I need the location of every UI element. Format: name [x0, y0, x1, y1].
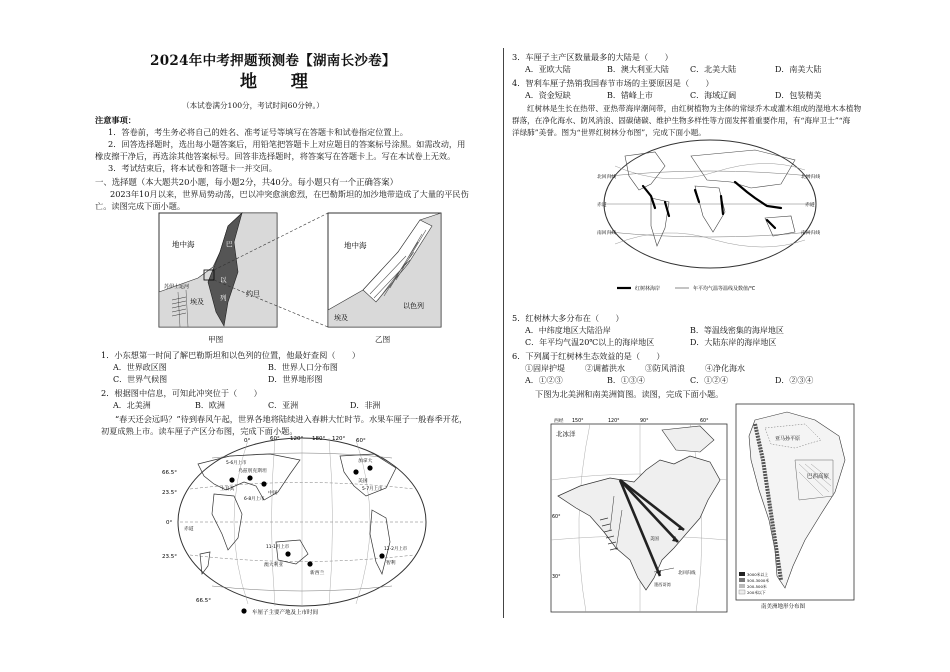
canal-label: 苏伊士运河 — [164, 284, 190, 290]
option[interactable]: D．大陆东岸的海岸地区 — [690, 338, 777, 347]
legend-isotherm: 年平均气温等温线及数值/℃ — [693, 286, 756, 292]
map-caption: 南美洲地形分布图 — [761, 604, 806, 610]
lon-label: 西经 — [554, 419, 564, 424]
lat-label: 30° — [552, 575, 561, 580]
option[interactable]: A．①②③ — [525, 376, 563, 385]
place-label: 土耳其 — [220, 487, 235, 492]
time-label: 5-7月上市 — [362, 487, 383, 492]
option[interactable]: B．错峰上市 — [607, 91, 653, 100]
lon-label: 0° — [244, 438, 251, 444]
sub-item: ①固岸护堤 — [525, 364, 565, 373]
score-note: （本试卷满分100分，考试时间60分钟。） — [182, 101, 324, 110]
legend-cherry-icon — [241, 608, 246, 613]
question-1: 1．小东想第一时间了解巴勒斯坦和以色列的位置，他最好查阅（ ） — [101, 350, 361, 360]
option[interactable]: A．资金短缺 — [525, 91, 571, 100]
notice-item: 1．答卷前，考生务必将自己的姓名、准考证号等填写在答题卡和试卷指定位置上。 — [108, 127, 408, 137]
time-label: 12-2月上市 — [384, 547, 408, 552]
place-label: 新西兰 — [310, 571, 325, 576]
mangrove-world-map — [595, 136, 825, 304]
option[interactable]: B．澳大利亚大陆 — [607, 65, 669, 74]
lat-line-label: 北回归线 — [597, 175, 617, 180]
subject-title: 地 理 — [240, 72, 322, 92]
jordan-label: 约旦 — [246, 290, 260, 298]
map-label-yi: 乙图 — [375, 335, 391, 344]
americas-intro: 下图为北美洲和南美洲简图。读图，完成下面小题。 — [535, 389, 724, 399]
map-legend: 车厘子主要产地及上市时间 — [252, 610, 319, 616]
lat-label: 60° — [552, 515, 561, 520]
lon-label: 60° — [700, 419, 709, 424]
option[interactable]: D．非洲 — [350, 401, 381, 410]
option[interactable]: B．①③④ — [607, 376, 645, 385]
tropic-label: 北回归线 — [678, 571, 696, 576]
lon-label: 120° — [290, 436, 304, 442]
notice-item: 3．考试结束后，将本试卷和答题卡一并交回。 — [108, 163, 277, 173]
lie-label: 列 — [220, 294, 227, 302]
sea-label: 地中海 — [172, 240, 195, 249]
option[interactable]: D．②③④ — [775, 376, 814, 385]
country-label: 美国 — [650, 537, 659, 542]
option[interactable]: C．亚洲 — [268, 401, 299, 410]
lon-label: 60° — [356, 438, 366, 444]
place-label: 中国 — [268, 491, 278, 496]
lon-label: 120° — [608, 419, 620, 424]
mangrove-intro: 洋绿肺”美誉。图为“世界红树林分布图”，完成下面小题。 — [512, 128, 706, 137]
legend-swatch — [739, 590, 745, 594]
option[interactable]: A．中纬度地区大陆沿岸 — [525, 326, 611, 335]
notice-item: 2．回答选择题时，选出每小题答案后，用铅笔把答题卡上对应题目的答案标号涂黑。如需改动，用 — [108, 139, 466, 149]
question-5: 5．红树林大多分布在（ ） — [512, 313, 624, 323]
question-3: 3．车厘子主产区数量最多的大陆是（ ） — [512, 52, 673, 62]
lat-line-label: 赤道 — [805, 203, 815, 208]
legend-mangrove: 红树林海岸 — [635, 286, 661, 292]
place-label: 乌兹别克斯坦 — [238, 469, 267, 474]
legend-swatch — [739, 572, 745, 576]
option[interactable]: D．南美大陆 — [775, 65, 822, 74]
plain-label: 亚马孙平原 — [775, 436, 801, 442]
legend-text: 200-500米 — [747, 584, 767, 589]
lat-line-label: 北回归线 — [801, 175, 821, 180]
map-label-jia: 甲图 — [208, 335, 224, 344]
lon-label: 60° — [270, 436, 280, 442]
israel-label: 以色列 — [403, 302, 424, 310]
lon-top-label: 150° — [572, 419, 584, 424]
sea-label-2: 地中海 — [344, 241, 367, 250]
lat-label: 23.5° — [162, 554, 177, 560]
option[interactable]: B．等温线密集的海岸地区 — [690, 326, 784, 335]
option[interactable]: B．欧洲 — [195, 401, 225, 410]
question-6: 6．下列属于红树林生态效益的是（ ） — [512, 351, 665, 361]
israel-short-label: 以 — [220, 276, 227, 284]
gulf-label: 墨西哥湾 — [654, 582, 671, 587]
option[interactable]: C．海域辽阔 — [690, 91, 737, 100]
option[interactable]: A．北美洲 — [113, 401, 151, 410]
north-america-map — [550, 400, 730, 615]
egypt-label: 埃及 — [190, 298, 204, 306]
place-label: 赤道 — [184, 527, 194, 532]
time-label: 5-6月上市 — [226, 461, 247, 466]
option[interactable]: B．世界人口分布图 — [268, 363, 338, 372]
paper-title: 2024年中考押题预测卷【湖南长沙卷】 — [150, 53, 396, 69]
cherry-intro: “春天还会远吗？”待到春风午起，世界各地将陆续进入春耕大忙时节。水果车厘子一般春季开花， — [115, 414, 468, 424]
option[interactable]: C．北美大陆 — [690, 65, 737, 74]
cherry-world-map — [160, 434, 445, 618]
legend-text: 200米以下 — [747, 590, 766, 595]
question-4: 4．智利车厘子热销我国春节市场的主要原因是（ ） — [512, 78, 714, 88]
option[interactable]: D．世界地形图 — [268, 375, 323, 384]
place-label: 澳大利亚 — [264, 563, 284, 568]
sub-item: ②调蓄洪水 — [585, 364, 625, 373]
lat-label: 23.5° — [162, 490, 177, 496]
lat-label: 0° — [166, 520, 173, 526]
lat-line-label: 南回归线 — [597, 231, 617, 236]
option[interactable]: C．①②④ — [690, 376, 729, 385]
cherry-intro: 初夏成熟上市。读车厘子产区分布图，完成下面小题。 — [101, 426, 298, 436]
section-heading: 一、选择题（本大题共20小题，每小题2分，共40分。每小题只有一个正确答案） — [95, 177, 399, 187]
place-label: 加拿大 — [358, 459, 373, 464]
intro-text: 亡。读图完成下面小题。 — [95, 201, 186, 211]
column-divider — [503, 48, 504, 618]
place-label: 美国 — [358, 479, 368, 484]
south-america-map — [735, 400, 855, 612]
lon-label: 120° — [332, 436, 346, 442]
egypt-label-2: 埃及 — [334, 314, 348, 322]
legend-swatch — [739, 578, 745, 582]
lon-top-label: 90° — [640, 419, 649, 424]
israel-palestine-map — [158, 212, 443, 342]
intro-text: 2023年10月以来，世界局势动荡，巴以冲突愈演愈烈，在巴勒斯坦的加沙地带造成了大量的平民伤 — [110, 189, 469, 199]
notice-item: 橡皮擦干净后，再选涂其他答案标号。回答非选择题时，将答案写在答题卡上。写在本试卷上无效。 — [95, 151, 456, 161]
legend-text: 3000米以上 — [747, 572, 769, 577]
sub-item: ③防风消浪 — [645, 364, 685, 373]
lat-line-label: 南回归线 — [801, 231, 821, 236]
lat-line-label: 赤道 — [597, 203, 607, 208]
legend-text: 500-3000米 — [747, 578, 770, 583]
time-label: 6-8月上市 — [244, 497, 265, 502]
palestine-label: 巴 — [226, 240, 233, 248]
notice-heading: 注意事项： — [95, 115, 136, 125]
question-2: 2．根据图中信息，可知此冲突位于（ ） — [101, 388, 262, 398]
sub-item: ④净化海水 — [705, 364, 745, 373]
option[interactable]: D．包装精美 — [775, 91, 822, 100]
lat-label: 66.5° — [196, 598, 211, 604]
lat-label: 66.5° — [162, 470, 177, 476]
plateau-label: 巴西高原 — [807, 474, 830, 480]
legend-swatch — [739, 584, 745, 588]
option[interactable]: C．世界气候图 — [113, 375, 168, 384]
time-label: 11-1月上市 — [266, 545, 290, 550]
place-label: 智利 — [386, 561, 396, 566]
lon-label: 180° — [312, 436, 326, 442]
mangrove-intro: 群落，在净化海水、防风消浪、固碳储碳、维护生物多样性等方面发挥着重要作用，有“海岸卫士”“海 — [512, 116, 851, 125]
mangrove-intro: 红树林是生长在热带、亚热带海岸潮间带，由红树植物为主体的常绿乔木或灌木组成的湿地木本植物 — [527, 104, 862, 113]
ocean-label: 北冰洋 — [556, 430, 576, 438]
option[interactable]: A．世界政区图 — [113, 363, 167, 372]
option[interactable]: C．年平均气温20℃以上的海岸地区 — [525, 338, 655, 347]
option[interactable]: A．亚欧大陆 — [525, 65, 571, 74]
